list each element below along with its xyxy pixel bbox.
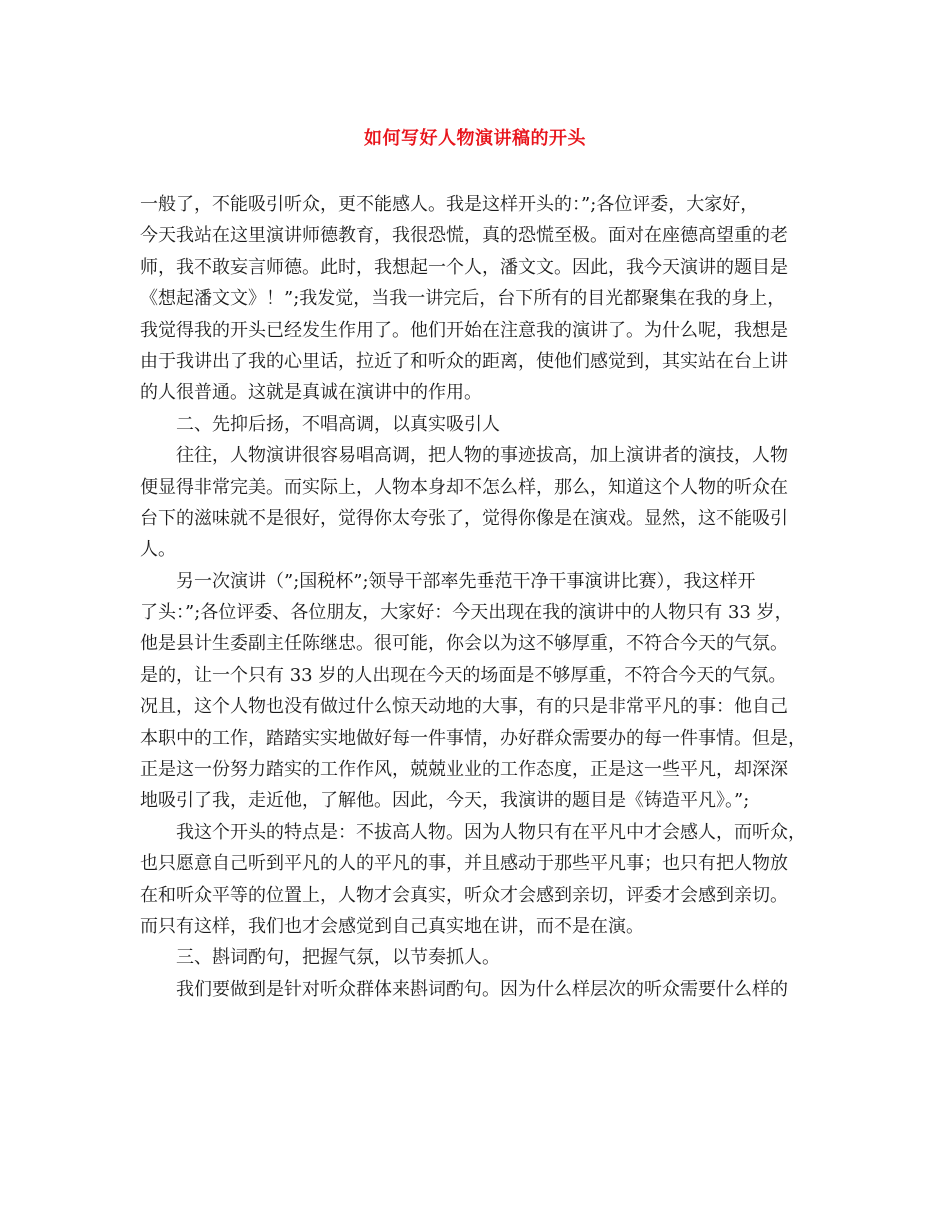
text-line: 台下的滋味就不是很好，觉得你太夸张了，觉得你像是在演戏。显然，这不能吸引	[140, 507, 788, 529]
text-line: 本职中的工作，踏踏实实地做好每一件事情，办好群众需要办的每一件事情。但是，	[140, 727, 806, 749]
text-line: 师，我不敢妄言师德。此时，我想起一个人，潘文文。因此，我今天演讲的题目是	[140, 256, 788, 278]
document-body	[140, 189, 820, 1005]
text-line: 我觉得我的开头已经发生作用了。他们开始在注意我的演讲了。为什么呢，我想是	[140, 319, 788, 341]
text-line: 另一次演讲（”;国税杯”;领导干部率先垂范干净干事演讲比赛），我这样开	[176, 570, 756, 592]
text-line: 往往，人物演讲很容易唱高调，把人物的事迹拔高，加上演讲者的演技，人物	[176, 445, 788, 467]
text-line: 二、先抑后扬，不唱高调，以真实吸引人	[176, 413, 500, 435]
text-line: 而只有这样，我们也才会感觉到自己真实地在讲，而不是在演。	[140, 915, 644, 937]
text-line: 况且，这个人物也没有做过什么惊天动地的大事，有的只是非常平凡的事：他自己	[140, 696, 788, 718]
text-line: 也只愿意自己听到平凡的人的平凡的事，并且感动于那些平凡事；也只有把人物放	[140, 853, 788, 875]
document-title: 如何写好人物演讲稿的开头	[364, 128, 586, 149]
text-line: 人。	[140, 539, 176, 561]
text-line: 便显得非常完美。而实际上，人物本身却不怎么样，那么，知道这个人物的听众在	[140, 476, 788, 498]
text-line: 的人很普通。这就是真诚在演讲中的作用。	[140, 382, 482, 404]
text-line: 他是县计生委副主任陈继忠。很可能，你会以为这不够厚重，不符合今天的气氛。	[140, 633, 788, 655]
text-line: 《想起潘文文》！”;我发觉，当我一讲完后，台下所有的目光都聚集在我的身上，	[140, 288, 786, 310]
text-line: 三、斟词酌句，把握气氛，以节奏抓人。	[176, 947, 500, 969]
text-line: 是的，让一个只有 33 岁的人出现在今天的场面是不够厚重，不符合今天的气氛。	[140, 664, 787, 686]
text-line: 正是这一份努力踏实的工作作风，兢兢业业的工作态度，正是这一些平凡，却深深	[140, 759, 788, 781]
text-line: 我们要做到是针对听众群体来斟词酌句。因为什么样层次的听众需要什么样的	[176, 978, 788, 1000]
text-line: 了头：”;各位评委、各位朋友，大家好：今天出现在我的演讲中的人物只有 33 岁，	[140, 602, 793, 624]
text-line: 在和听众平等的位置上，人物才会真实，听众才会感到亲切，评委才会感到亲切。	[140, 884, 788, 906]
text-line: 一般了，不能吸引听众，更不能感人。我是这样开头的：”;各位评委，大家好，	[140, 194, 759, 215]
text-line: 今天我站在这里演讲师德教育，我很恐慌，真的恐慌至极。面对在座德高望重的老	[140, 225, 788, 247]
text-line: 由于我讲出了我的心里话，拉近了和听众的距离，使他们感觉到，其实站在台上讲	[140, 350, 788, 372]
text-line: 地吸引了我，走近他，了解他。因此，今天，我演讲的题目是《铸造平凡》。”;	[140, 790, 750, 812]
text-line: 我这个开头的特点是：不拔高人物。因为人物只有在平凡中才会感人，而听众，	[176, 821, 806, 843]
